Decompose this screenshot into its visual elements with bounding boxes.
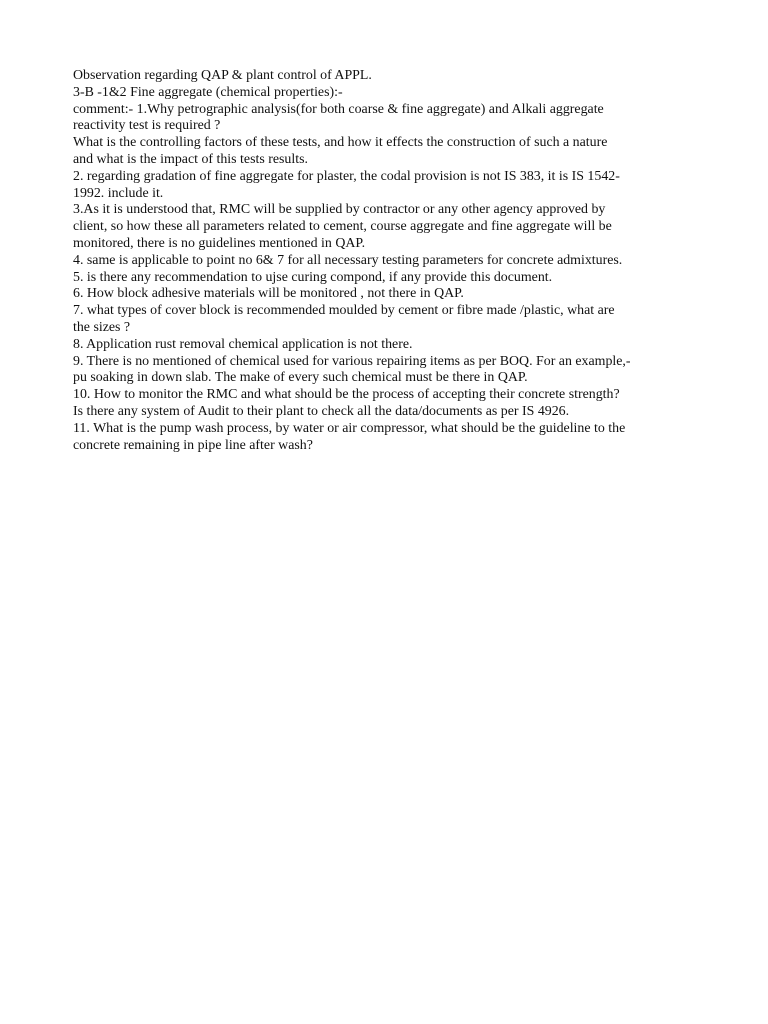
comment-line: reactivity test is required ? — [73, 118, 221, 134]
document-body — [73, 68, 698, 454]
comment-line: 4. same is applicable to point no 6& 7 for all necessary testing parameters for concrete admixtures. — [73, 252, 623, 268]
comment-line: and what is the impact of this tests results. — [73, 151, 308, 167]
doc-title: Observation regarding QAP & plant control of APPL. — [73, 68, 372, 83]
comment-line: 9. There is no mentioned of chemical used for various repairing items as per BOQ. For an example,- — [73, 353, 631, 369]
comment-line: Is there any system of Audit to their plant to check all the data/documents as per IS 4926. — [73, 403, 570, 419]
comment-line: 5. is there any recommendation to ujse curing compond, if any provide this document. — [73, 269, 553, 285]
comment-line: client, so how these all parameters related to cement, course aggregate and fine aggregate will be — [73, 219, 612, 235]
comment-line: 6. How block adhesive materials will be monitored , not there in QAP. — [73, 286, 464, 302]
comment-line: comment:- 1.Why petrographic analysis(for both coarse & fine aggregate) and Alkali aggregate — [73, 101, 604, 117]
comment-line: 10. How to monitor the RMC and what should be the process of accepting their concrete strength? — [73, 387, 620, 403]
comment-line: What is the controlling factors of these tests, and how it effects the construction of such a nature — [73, 135, 608, 151]
comment-line: concrete remaining in pipe line after wash? — [73, 437, 313, 453]
comment-line: 7. what types of cover block is recommended moulded by cement or fibre made /plastic, what are — [73, 303, 615, 319]
comment-line: 11. What is the pump wash process, by water or air compressor, what should be the guideline to the — [73, 420, 626, 436]
comment-line: 8. Application rust removal chemical application is not there. — [73, 336, 413, 352]
comment-line: pu soaking in down slab. The make of every such chemical must be there in QAP. — [73, 370, 528, 386]
comment-line: the sizes ? — [73, 319, 131, 335]
section-heading: 3-B -1&2 Fine aggregate (chemical properties):- — [73, 84, 343, 100]
comment-line: 3.As it is understood that, RMC will be supplied by contractor or any other agency approved by — [73, 202, 606, 218]
comment-line: 1992. include it. — [73, 185, 164, 201]
comment-line: 2. regarding gradation of fine aggregate for plaster, the codal provision is not IS 383, it is IS 1542- — [73, 168, 620, 184]
comment-line: monitored, there is no guidelines mentioned in QAP. — [73, 235, 366, 251]
